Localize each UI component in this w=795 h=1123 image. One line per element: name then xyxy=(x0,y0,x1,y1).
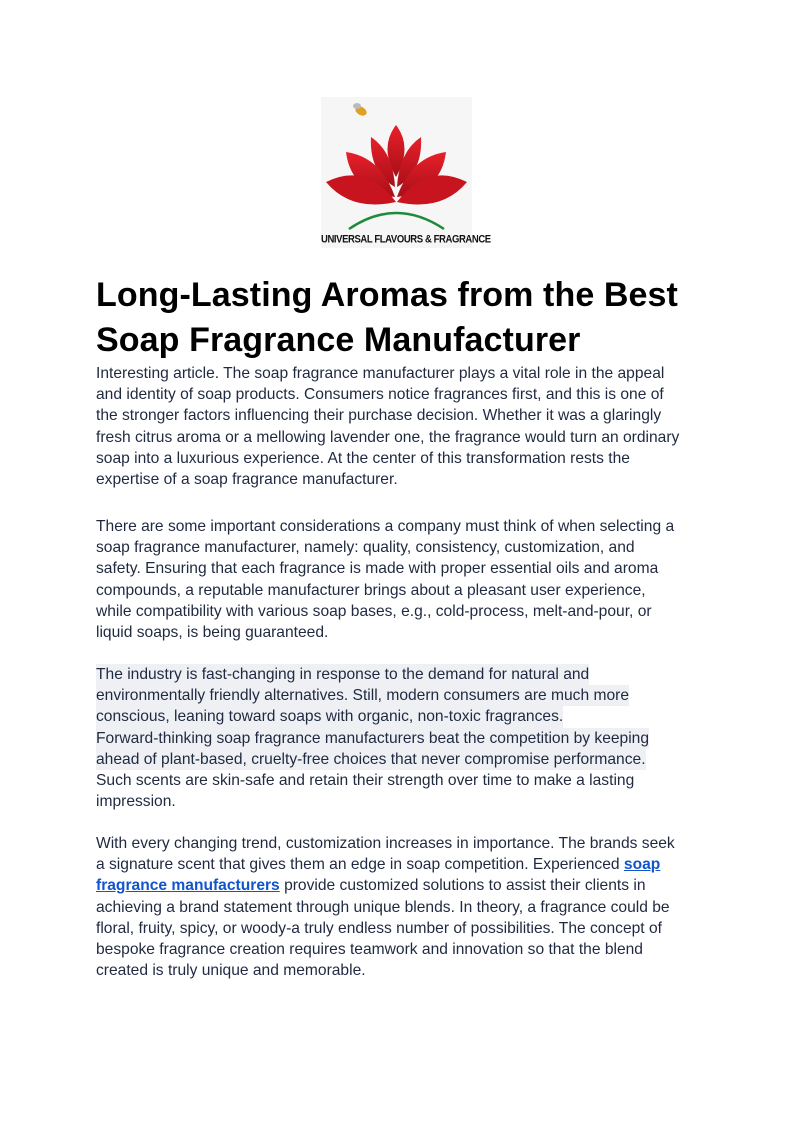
highlighted-text: environmentally friendly alternatives. Still, modern consumers are much more xyxy=(96,685,629,706)
text-line: a signature scent that gives them an edge in soap competition. Experienced soap xyxy=(96,856,661,874)
text-line: fragrance manufacturers provide customized solutions to assist their clients in xyxy=(96,877,646,895)
soap-fragrance-link[interactable]: fragrance manufacturers xyxy=(96,877,280,895)
text-line xyxy=(96,749,649,770)
text-line: soap fragrance manufacturer, namely: quality, consistency, customization, and xyxy=(96,539,635,557)
highlighted-text: Forward-thinking soap fragrance manufacturers beat the competition by keeping xyxy=(96,728,649,749)
text-line: floral, fruity, spicy, or woody-a truly endless number of possibilities. The concept of xyxy=(96,919,662,937)
highlighted-text: conscious, leaning toward soaps with organic, non-toxic fragrances. xyxy=(96,706,563,727)
text-line xyxy=(96,664,649,685)
lotus-logo-icon xyxy=(321,97,472,232)
text-line: fresh citrus aroma or a mellowing lavender one, the fragrance would turn an ordinary xyxy=(96,428,680,446)
soap-fragrance-link[interactable]: soap xyxy=(623,856,661,874)
title-line: Long-Lasting Aromas from the Best xyxy=(96,276,678,314)
text-line xyxy=(96,685,649,706)
paragraph-1 xyxy=(96,363,679,490)
text-line: while compatibility with various soap bases, e.g., cold-process, melt-and-pour, or xyxy=(96,602,652,620)
text-line: compounds, a reputable manufacturer brings about a pleasant user experience, xyxy=(96,581,646,599)
text-line: bespoke fragrance creation requires teamwork and innovation so that the blend xyxy=(96,941,643,959)
logo-text: UNIVERSAL FLAVOURS & FRAGRANCE xyxy=(321,232,491,247)
text-line: liquid soaps, is being guaranteed. xyxy=(96,624,329,642)
highlighted-text: The industry is fast-changing in response to the demand for natural and xyxy=(96,664,589,685)
title-line: Soap Fragrance Manufacturer xyxy=(96,321,581,359)
paragraph-4 xyxy=(96,833,675,981)
text-line xyxy=(96,706,649,727)
paragraph-2 xyxy=(96,516,674,643)
text-line: expertise of a soap fragrance manufacturer. xyxy=(96,471,398,489)
text-line: With every changing trend, customization increases in importance. The brands seek xyxy=(96,835,675,852)
text-line: achieving a brand statement through unique blends. In theory, a fragrance could be xyxy=(96,898,670,916)
text-line: the stronger factors influencing their purchase decision. Whether it was a glaringly xyxy=(96,407,662,425)
text-line: impression. xyxy=(96,793,176,811)
text-line: safety. Ensuring that each fragrance is made with proper essential oils and aroma xyxy=(96,560,659,578)
text-line xyxy=(96,728,649,749)
paragraph-3 xyxy=(96,664,649,812)
page-title xyxy=(96,273,678,363)
text-line: Such scents are skin-safe and retain their strength over time to make a lasting xyxy=(96,772,635,790)
text-line: and identity of soap products. Consumers notice fragrances first, and this is one of xyxy=(96,386,664,404)
text-line: There are some important considerations a company must think of when selecting a xyxy=(96,518,675,535)
text-line: soap into a luxurious experience. At the center of this transformation rests the xyxy=(96,449,630,467)
text-line: created is truly unique and memorable. xyxy=(96,962,366,980)
highlighted-text: ahead of plant-based, cruelty-free choices that never compromise performance. xyxy=(96,749,646,770)
text-line: Interesting article. The soap fragrance manufacturer plays a vital role in the appeal xyxy=(96,365,665,382)
company-logo xyxy=(321,97,491,248)
